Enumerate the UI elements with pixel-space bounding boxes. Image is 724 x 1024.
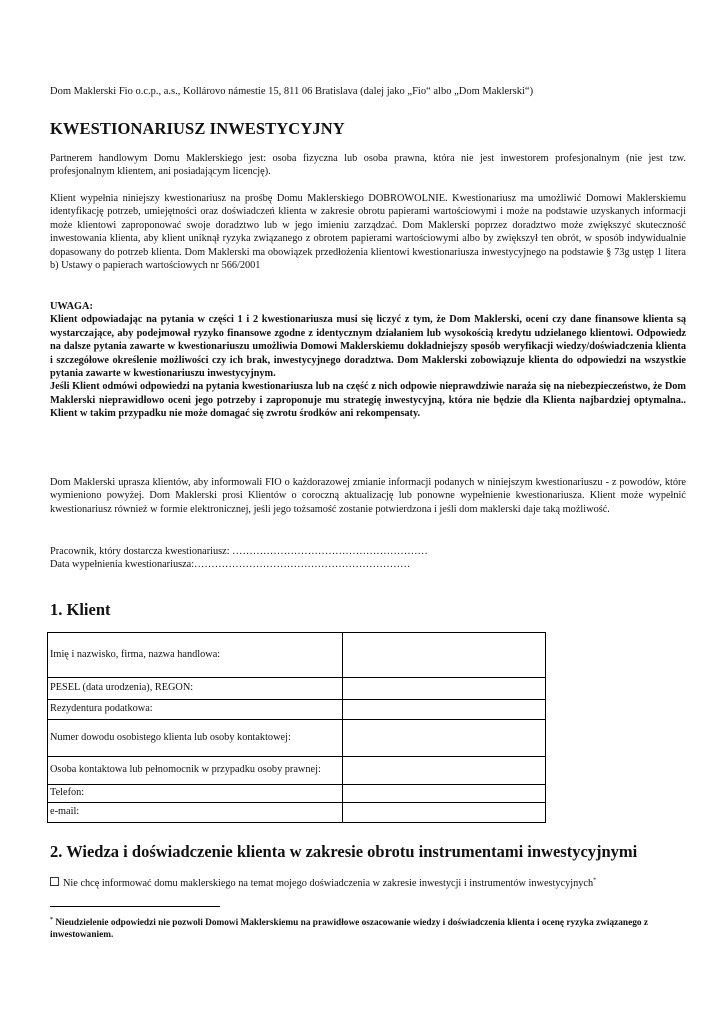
- table-row: [48, 785, 546, 803]
- warning-block: [50, 300, 686, 421]
- warning-label: UWAGA:: [50, 301, 93, 312]
- table-row: [48, 678, 546, 700]
- no-experience-option[interactable]: [50, 877, 596, 889]
- section-1-heading: 1. Klient: [50, 600, 111, 619]
- table-row: [48, 700, 546, 720]
- input-contact-person[interactable]: [343, 757, 546, 785]
- row-label-pesel: PESEL (data urodzenia), REGON:: [48, 678, 343, 700]
- client-table: [47, 632, 546, 823]
- input-id-number[interactable]: [343, 720, 546, 757]
- footnote-text: Nieudzielenie odpowiedzi nie pozwoli Domowi Maklerskiemu na prawidłowe oszacowanie wiedzy i doświadczenia klienta i ocenę ryzyka związanego z inwestowaniem.: [50, 918, 648, 941]
- warning-text-2: Jeśli Klient odmówi odpowiedzi na pytania kwestionariusza lub na część z nich odpowie nieprawdziwie naraża się na niebezpieczeństwo, że Dom Maklerski nieprawidłowo oceni jego potrzeby i zaproponuje mu strategię inwestycyjną, która nie będzie dla Klienta najbardziej optymalna.. Klient w takim przypadku nie może domagać się zwrotu środków ani rekompensaty.: [50, 381, 686, 420]
- warning-text-1: Klient odpowiadając na pytania w części 1 i 2 kwestionariusza musi się liczyć z tym, że Dom Maklerski, oceni czy dane finansowe klienta są wystarczające, aby podejmował ryzyko finansowe zgodne z identycznym działaniem lub wysokością kredytu udzielanego klientowi. Odpowiedz na dalsze pytania zawarte w kwestionariuszu umożliwia Domowi Maklerskiemu dokładniejszy sposób weryfikacji wiedzy/doświadczenia klienta i szczegółowe określenie możliwości czy ich brak, inwestycyjnego doradztwa. Dom Maklerski zobowiązuje klienta do odpowiedzi na wszystkie pytania zawarte w kwestionariuszu inwestycyjnym.: [50, 314, 686, 380]
- row-label-tax-residence: Rezydentura podatkowa:: [48, 700, 343, 720]
- table-row: [48, 720, 546, 757]
- section-2-heading: 2. Wiedza i doświadczenie klienta w zakresie obrotu instrumentami inwestycyjnymi: [50, 842, 638, 861]
- input-name[interactable]: [343, 633, 546, 678]
- document-title: KWESTIONARIUSZ INWESTYCYJNY: [50, 119, 345, 138]
- employee-line: Pracownik, który dostarcza kwestionariusz: …………………………………………………: [50, 546, 428, 557]
- input-phone[interactable]: [343, 785, 546, 803]
- row-label-phone: Telefon:: [48, 785, 343, 803]
- input-tax-residence[interactable]: [343, 700, 546, 720]
- row-label-id-number: Numer dowodu osobistego klienta lub osoby kontaktowej:: [48, 720, 343, 757]
- input-pesel[interactable]: [343, 678, 546, 700]
- footnote-marker: *: [50, 917, 53, 923]
- table-row: [48, 633, 546, 678]
- footnote: [50, 914, 686, 941]
- purpose-paragraph: Klient wypełnia niniejszy kwestionariusz na prośbę Domu Maklerskiego DOBROWOLNIE. Kwestionariusz ma umożliwić Domowi Maklerskiemu identyfikację potrzeb, umiejętności oraz doświadczeń klienta w zakresie obrotu papierami wartościowymi i może na podstawie uzyskanych informacji może klientowi zaproponować swoje doradztwo lub w jego imieniu zarządzać. Dom Maklerski poprzez doradztwo może zwiększyć skuteczność inwestowania klienta, aby klient uniknął ryzyka związanego z obrotem papierami wartościowymi albo by zwiększył ten obrót, w sposób indywidualnie dopasowany do potrzeb klienta. Dom Maklerski ma obowiązek przedłożenia klientowi kwestionariusza inwestycyjnego na podstawie § 73g ustęp 1 litera b) Ustawy o papierach wartościowych nr 566/2001: [50, 193, 686, 272]
- no-experience-label: Nie chcę informować domu maklerskiego na temat mojego doświadczenia w zakresie inwestycji i instrumentów inwestycyjnych: [63, 878, 594, 889]
- input-email[interactable]: [343, 803, 546, 823]
- intro-paragraph: Partnerem handlowym Domu Maklerskiego jest: osoba fizyczna lub osoba prawna, która nie jest inwestorem profesjonalnym (nie jest tzw. profesjonalnym klientem, ani posiadającym licencję).: [50, 153, 686, 178]
- update-paragraph: Dom Maklerski uprasza klientów, aby informowali FIO o każdorazowej zmianie informacji podanych w niniejszym kwestionariuszu - z powodów, które wymieniono powyżej. Dom Maklerski prosi Klientów o coroczną aktualizację lub ponowne wypełnienie kwestionariusza. Klient może wypełnić kwestionariusz również w formie elektronicznej, jeśli jego tożsamość zostanie potwierdzona i jeśli dom maklerski daje taką możliwość.: [50, 477, 686, 515]
- signature-lines: [50, 545, 686, 572]
- row-label-contact-person: Osoba kontaktowa lub pełnomocnik w przypadku osoby prawnej:: [48, 757, 343, 785]
- company-header: Dom Maklerski Fio o.c.p., a.s., Kollárovo námestie 15, 811 06 Bratislava (dalej jako „Fio“ albo „Dom Maklerski“): [50, 86, 534, 97]
- row-label-email: e-mail:: [48, 803, 343, 823]
- footnote-ref: *: [593, 877, 597, 884]
- date-line: Data wypełnienia kwestionariusza:………………………………………………………: [50, 559, 411, 571]
- no-experience-checkbox[interactable]: [50, 877, 59, 886]
- table-row: [48, 803, 546, 823]
- footnote-divider: [50, 906, 220, 907]
- row-label-name: Imię i nazwisko, firma, nazwa handlowa:: [48, 633, 343, 678]
- table-row: [48, 757, 546, 785]
